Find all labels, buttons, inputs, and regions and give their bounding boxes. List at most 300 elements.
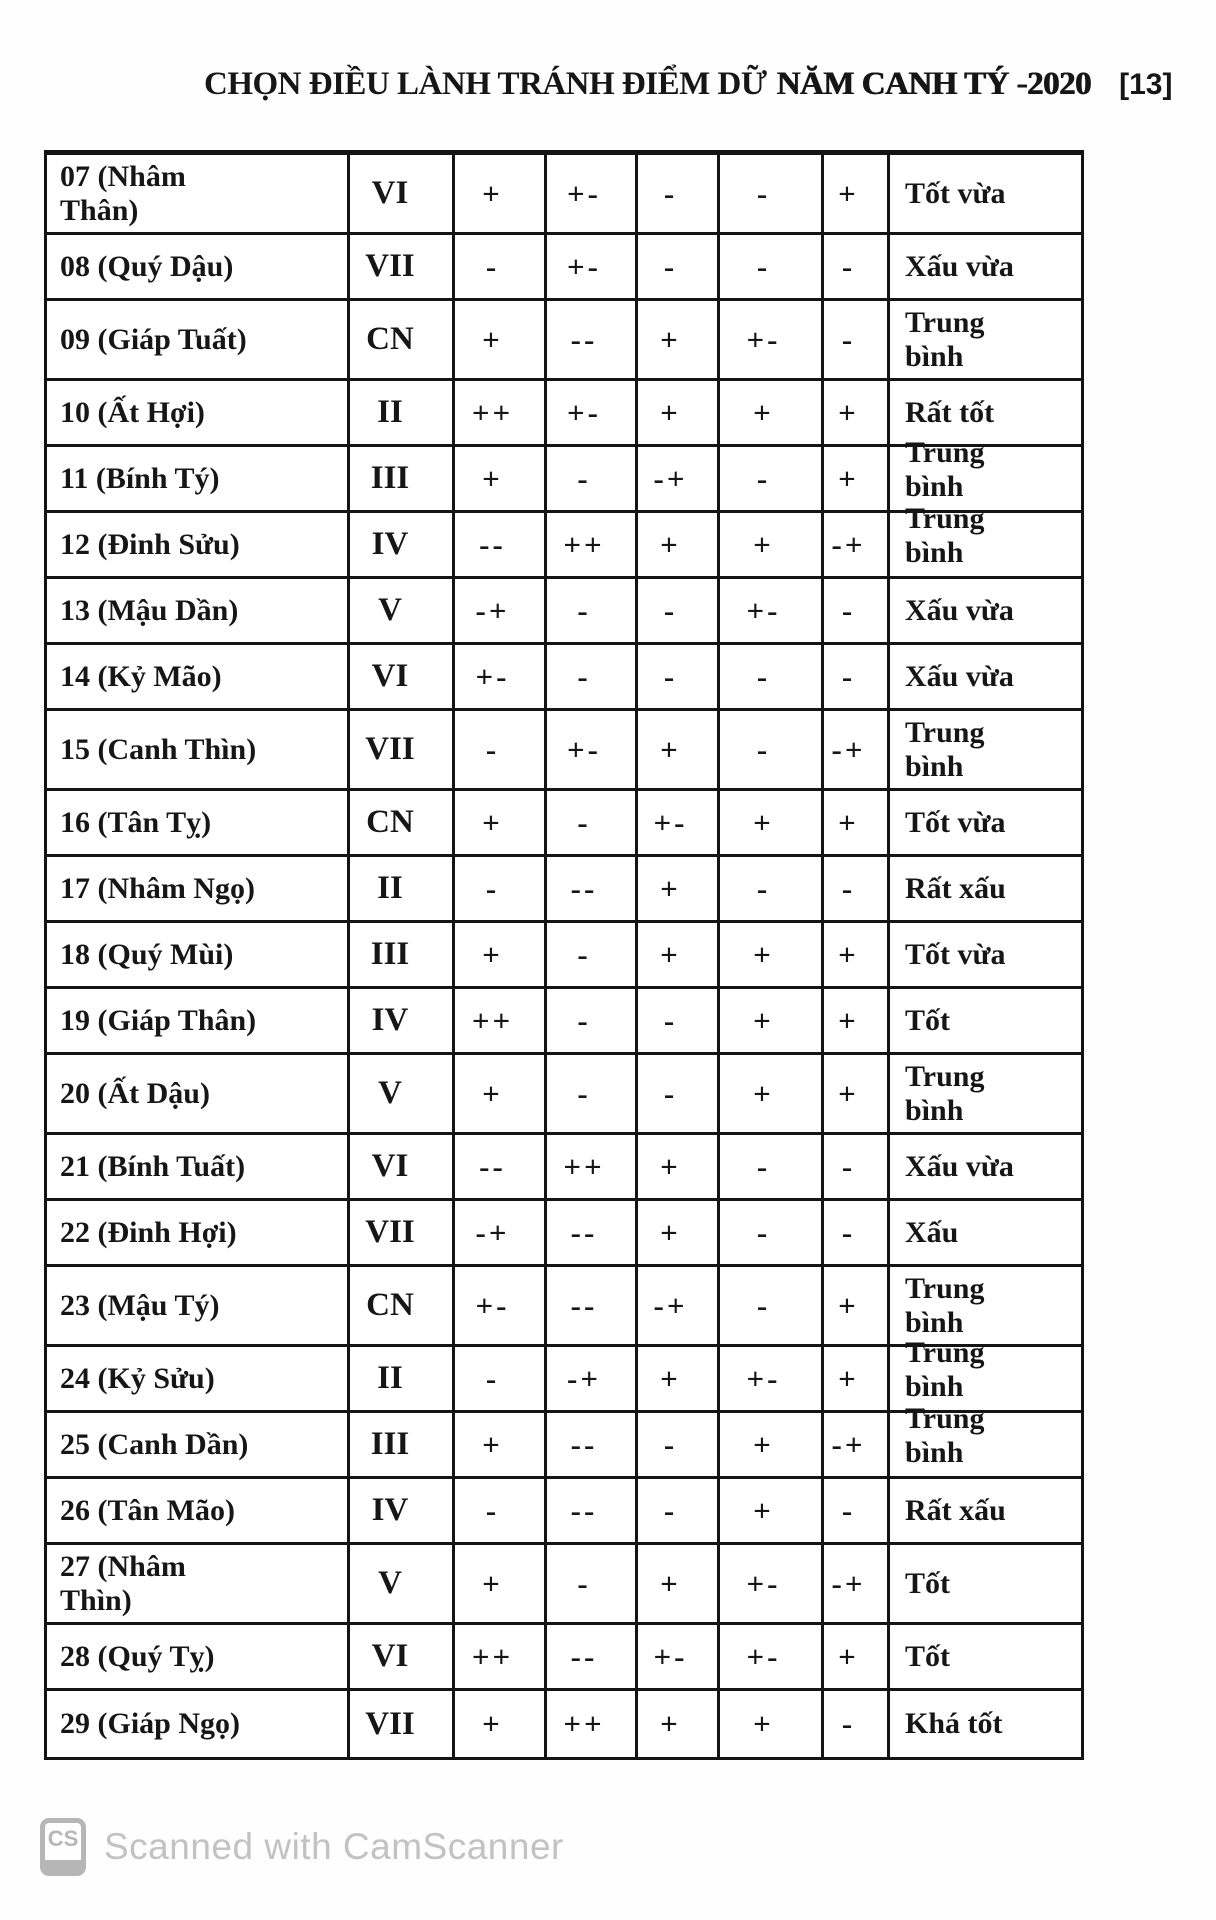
rating-label: Tốt bbox=[905, 1566, 950, 1600]
rating-cell bbox=[890, 1625, 1081, 1688]
sign-cell-1 bbox=[455, 447, 547, 510]
day-cell bbox=[47, 1055, 350, 1132]
sign-cell-1 bbox=[455, 1545, 547, 1622]
rating-cell bbox=[890, 645, 1081, 708]
rating-cell bbox=[890, 502, 1081, 576]
table-row bbox=[47, 301, 1081, 381]
sign-value: - bbox=[756, 731, 771, 767]
sign-value: - bbox=[485, 248, 500, 284]
sign-value: - bbox=[663, 1075, 678, 1111]
sign-cell-3 bbox=[638, 579, 720, 642]
sign-cell-5 bbox=[824, 1135, 890, 1198]
sign-value: - bbox=[841, 1492, 856, 1528]
day-label: 09 (Giáp Tuất) bbox=[60, 322, 247, 356]
sign-value: ++ bbox=[471, 394, 514, 430]
sign-value: - bbox=[663, 658, 678, 694]
sign-value: -- bbox=[570, 1287, 598, 1323]
sign-value: + bbox=[660, 1148, 681, 1184]
rating-cell bbox=[890, 436, 1081, 510]
sign-cell-1 bbox=[455, 1201, 547, 1264]
rating-cell bbox=[890, 155, 1081, 232]
sign-value: + bbox=[838, 1075, 859, 1111]
weekday-cell bbox=[350, 1135, 455, 1198]
weekday-label: VI bbox=[371, 1638, 409, 1674]
sign-value: -+ bbox=[475, 592, 510, 628]
sign-cell-1 bbox=[455, 989, 547, 1052]
weekday-label: VII bbox=[365, 1214, 415, 1250]
day-label-line2: Thân) bbox=[60, 193, 139, 227]
weekday-label: III bbox=[370, 936, 410, 972]
sign-cell-4 bbox=[720, 989, 824, 1052]
fortune-table bbox=[44, 150, 1084, 1760]
sign-value: - bbox=[663, 248, 678, 284]
table-row bbox=[47, 1135, 1081, 1201]
rating-label: Khá tốt bbox=[905, 1707, 1003, 1740]
sign-cell-4 bbox=[720, 645, 824, 708]
sign-value: - bbox=[841, 658, 856, 694]
sign-cell-1 bbox=[455, 791, 547, 854]
sign-cell-2 bbox=[547, 1201, 638, 1264]
sign-cell-3 bbox=[638, 1479, 720, 1542]
sign-cell-3 bbox=[638, 857, 720, 920]
sign-cell-2 bbox=[547, 923, 638, 986]
weekday-cell bbox=[350, 447, 455, 510]
table-row bbox=[47, 711, 1081, 791]
weekday-cell bbox=[350, 1479, 455, 1542]
sign-value: - bbox=[577, 1075, 591, 1111]
weekday-cell bbox=[350, 1625, 455, 1688]
sign-value: - bbox=[663, 1426, 678, 1462]
sign-value: -+ bbox=[831, 1426, 866, 1462]
sign-cell-3 bbox=[638, 1347, 720, 1410]
sign-cell-4 bbox=[720, 1201, 824, 1264]
sign-cell-3 bbox=[638, 235, 720, 298]
rating-label: Rất xấu bbox=[905, 1493, 1006, 1527]
rating-cell bbox=[890, 1402, 1081, 1476]
rating-label: Trung bình bbox=[905, 715, 985, 783]
day-label: 13 (Mậu Dần) bbox=[60, 593, 239, 627]
camscanner-caption: Scanned with CamScanner bbox=[104, 1826, 564, 1867]
day-label: 23 (Mậu Tý) bbox=[60, 1288, 220, 1322]
sign-value: -+ bbox=[653, 460, 688, 496]
weekday-label: CN bbox=[366, 804, 414, 840]
day-label: 12 (Đinh Sửu) bbox=[60, 527, 240, 561]
sign-cell-2 bbox=[547, 381, 638, 444]
weekday-label: CN bbox=[366, 1287, 414, 1323]
sign-value: + bbox=[753, 804, 774, 840]
weekday-label: IV bbox=[371, 1492, 409, 1528]
sign-value: +- bbox=[567, 248, 601, 284]
sign-cell-3 bbox=[638, 1135, 720, 1198]
weekday-cell bbox=[350, 711, 455, 788]
weekday-cell bbox=[350, 1691, 455, 1757]
sign-cell-4 bbox=[720, 1479, 824, 1542]
weekday-label: V bbox=[378, 1565, 402, 1601]
sign-cell-3 bbox=[638, 645, 720, 708]
rating-label: Xấu vừa bbox=[905, 659, 1014, 693]
rating-label: Trung bình bbox=[905, 1336, 985, 1403]
sign-cell-4 bbox=[720, 1413, 824, 1476]
sign-cell-3 bbox=[638, 1201, 720, 1264]
sign-value: + bbox=[482, 1706, 503, 1741]
day-cell bbox=[47, 1625, 350, 1688]
sign-value: + bbox=[753, 1002, 774, 1038]
sign-value: + bbox=[482, 804, 503, 840]
rating-label: Xấu vừa bbox=[905, 593, 1014, 627]
sign-cell-4 bbox=[720, 155, 824, 232]
sign-value: - bbox=[577, 1002, 591, 1038]
sign-value: - bbox=[841, 248, 856, 284]
sign-cell-2 bbox=[547, 155, 638, 232]
sign-value: -+ bbox=[831, 731, 866, 767]
sign-value: + bbox=[838, 936, 859, 972]
sign-cell-4 bbox=[720, 1625, 824, 1688]
weekday-label: VI bbox=[371, 1148, 409, 1184]
page-title: CHỌN ĐIỀU LÀNH TRÁNH ĐIỂM DỮ bbox=[204, 66, 767, 102]
sign-value: + bbox=[482, 1565, 503, 1601]
sign-cell-3 bbox=[638, 1267, 720, 1344]
sign-value: +- bbox=[746, 1565, 781, 1601]
sign-value: + bbox=[838, 804, 859, 840]
day-label: 16 (Tân Tỵ) bbox=[60, 805, 212, 839]
sign-value: + bbox=[482, 175, 503, 211]
table-row bbox=[47, 1545, 1081, 1625]
rating-label: Tốt bbox=[905, 1639, 950, 1673]
sign-value: - bbox=[841, 1214, 856, 1250]
sign-cell-5 bbox=[824, 857, 890, 920]
sign-cell-4 bbox=[720, 1135, 824, 1198]
weekday-cell bbox=[350, 1201, 455, 1264]
rating-cell bbox=[890, 1545, 1081, 1622]
sign-value: + bbox=[660, 1360, 681, 1396]
sign-cell-4 bbox=[720, 923, 824, 986]
sign-cell-1 bbox=[455, 645, 547, 708]
sign-cell-2 bbox=[547, 1625, 638, 1688]
sign-value: - bbox=[663, 1492, 678, 1528]
sign-value: + bbox=[482, 1426, 503, 1462]
day-label: 18 (Quý Mùi) bbox=[60, 937, 234, 971]
day-cell bbox=[47, 301, 350, 378]
sign-cell-4 bbox=[720, 711, 824, 788]
sign-value: + bbox=[838, 175, 859, 211]
sign-value: + bbox=[838, 394, 859, 430]
sign-value: - bbox=[841, 592, 856, 628]
sign-value: -+ bbox=[475, 1214, 510, 1250]
weekday-cell bbox=[350, 1267, 455, 1344]
rating-cell bbox=[890, 381, 1081, 444]
sign-cell-1 bbox=[455, 1691, 547, 1757]
sign-value: -+ bbox=[653, 1287, 688, 1323]
day-label: 24 (Kỷ Sửu) bbox=[60, 1361, 215, 1395]
rating-label: Trung bình bbox=[905, 1402, 985, 1469]
sign-cell-5 bbox=[824, 1055, 890, 1132]
sign-value: + bbox=[838, 460, 859, 496]
day-cell bbox=[47, 235, 350, 298]
weekday-cell bbox=[350, 301, 455, 378]
sign-value: -+ bbox=[831, 526, 866, 562]
sign-cell-2 bbox=[547, 1545, 638, 1622]
weekday-label: II bbox=[377, 394, 403, 430]
rating-cell bbox=[890, 1135, 1081, 1198]
sign-cell-4 bbox=[720, 579, 824, 642]
sign-value: +- bbox=[567, 394, 601, 430]
sign-cell-1 bbox=[455, 1479, 547, 1542]
weekday-label: II bbox=[377, 1360, 403, 1396]
sign-value: + bbox=[482, 936, 503, 972]
weekday-label: VII bbox=[365, 248, 415, 284]
rating-cell bbox=[890, 235, 1081, 298]
table-row bbox=[47, 1479, 1081, 1545]
sign-value: + bbox=[838, 1360, 859, 1396]
weekday-label: III bbox=[370, 460, 410, 496]
weekday-label: V bbox=[378, 592, 402, 628]
sign-cell-3 bbox=[638, 155, 720, 232]
weekday-label: VII bbox=[365, 1705, 415, 1742]
day-label: 27 (Nhâm bbox=[60, 1549, 186, 1583]
sign-cell-3 bbox=[638, 989, 720, 1052]
sign-value: -- bbox=[479, 1148, 506, 1184]
sign-value: + bbox=[660, 321, 681, 357]
rating-cell bbox=[890, 791, 1081, 854]
sign-cell-1 bbox=[455, 579, 547, 642]
sign-cell-3 bbox=[638, 1413, 720, 1476]
rating-label: Tốt vừa bbox=[905, 176, 1006, 210]
sign-value: + bbox=[753, 1706, 774, 1741]
sign-value: - bbox=[577, 592, 591, 628]
sign-value: +- bbox=[475, 658, 510, 694]
day-label: 20 (Ất Dậu) bbox=[60, 1076, 210, 1110]
weekday-label: VI bbox=[371, 658, 409, 694]
day-cell bbox=[47, 923, 350, 986]
rating-cell bbox=[890, 711, 1081, 788]
rating-cell bbox=[890, 1479, 1081, 1542]
sign-value: - bbox=[577, 936, 591, 972]
sign-value: - bbox=[841, 1706, 856, 1741]
day-label: 11 (Bính Tý) bbox=[60, 461, 220, 495]
camscanner-logo-text: CS bbox=[47, 1826, 79, 1851]
sign-value: -- bbox=[570, 1426, 598, 1462]
day-label: 28 (Quý Tỵ) bbox=[60, 1639, 215, 1673]
sign-value: - bbox=[841, 321, 856, 357]
day-cell bbox=[47, 857, 350, 920]
day-cell bbox=[47, 381, 350, 444]
weekday-label: CN bbox=[366, 321, 414, 357]
day-label: 15 (Canh Thìn) bbox=[60, 732, 257, 766]
table-row bbox=[47, 857, 1081, 923]
rating-label: Xấu vừa bbox=[905, 1149, 1014, 1183]
sign-cell-5 bbox=[824, 301, 890, 378]
page-number: [13] bbox=[1119, 68, 1173, 101]
sign-value: + bbox=[838, 1002, 859, 1038]
day-label: 26 (Tân Mão) bbox=[60, 1493, 235, 1527]
table-row bbox=[47, 155, 1081, 235]
sign-cell-3 bbox=[638, 791, 720, 854]
day-cell bbox=[47, 1347, 350, 1410]
sign-cell-1 bbox=[455, 1267, 547, 1344]
sign-value: + bbox=[753, 1075, 774, 1111]
sign-value: - bbox=[756, 460, 771, 496]
rating-cell bbox=[890, 1201, 1081, 1264]
weekday-cell bbox=[350, 923, 455, 986]
day-label: 19 (Giáp Thân) bbox=[60, 1003, 257, 1037]
sign-value: + bbox=[838, 1638, 859, 1674]
sign-cell-3 bbox=[638, 513, 720, 576]
sign-cell-5 bbox=[824, 989, 890, 1052]
sign-value: + bbox=[482, 321, 503, 357]
table-row bbox=[47, 235, 1081, 301]
table-row bbox=[47, 791, 1081, 857]
sign-value: - bbox=[577, 460, 591, 496]
sign-cell-4 bbox=[720, 1267, 824, 1344]
sign-cell-2 bbox=[547, 1347, 638, 1410]
sign-value: - bbox=[841, 1148, 856, 1184]
day-cell bbox=[47, 1135, 350, 1198]
sign-cell-3 bbox=[638, 1625, 720, 1688]
sign-cell-5 bbox=[824, 645, 890, 708]
day-label: 10 (Ất Hợi) bbox=[60, 395, 205, 429]
sign-value: - bbox=[485, 870, 500, 906]
sign-cell-1 bbox=[455, 1135, 547, 1198]
sign-value: -- bbox=[570, 321, 598, 357]
day-cell bbox=[47, 989, 350, 1052]
day-cell bbox=[47, 1545, 350, 1622]
table-row bbox=[47, 1267, 1081, 1347]
sign-cell-5 bbox=[824, 1479, 890, 1542]
sign-cell-1 bbox=[455, 513, 547, 576]
sign-value: - bbox=[756, 248, 771, 284]
weekday-label: IV bbox=[371, 1002, 409, 1038]
sign-value: - bbox=[485, 1492, 500, 1528]
day-cell bbox=[47, 1479, 350, 1542]
sign-value: + bbox=[660, 870, 681, 906]
weekday-cell bbox=[350, 645, 455, 708]
sign-value: - bbox=[577, 658, 591, 694]
day-cell bbox=[47, 513, 350, 576]
sign-cell-1 bbox=[455, 1625, 547, 1688]
day-label: 07 (Nhâm bbox=[60, 159, 186, 193]
sign-cell-5 bbox=[824, 1347, 890, 1410]
sign-cell-2 bbox=[547, 301, 638, 378]
sign-cell-3 bbox=[638, 1545, 720, 1622]
rating-cell bbox=[890, 923, 1081, 986]
day-label: 14 (Kỷ Mão) bbox=[60, 659, 222, 693]
day-cell bbox=[47, 791, 350, 854]
sign-value: -+ bbox=[831, 1565, 866, 1601]
sign-value: +- bbox=[746, 1360, 781, 1396]
table-row bbox=[47, 989, 1081, 1055]
rating-label: Trung bình bbox=[905, 305, 985, 373]
sign-cell-3 bbox=[638, 447, 720, 510]
sign-value: - bbox=[756, 175, 771, 211]
sign-value: +- bbox=[567, 731, 601, 767]
weekday-cell bbox=[350, 1413, 455, 1476]
day-cell bbox=[47, 711, 350, 788]
sign-cell-4 bbox=[720, 381, 824, 444]
sign-cell-2 bbox=[547, 235, 638, 298]
sign-cell-1 bbox=[455, 923, 547, 986]
sign-cell-1 bbox=[455, 155, 547, 232]
sign-cell-2 bbox=[547, 1479, 638, 1542]
rating-cell bbox=[890, 857, 1081, 920]
sign-cell-5 bbox=[824, 791, 890, 854]
weekday-cell bbox=[350, 1055, 455, 1132]
sign-value: - bbox=[756, 1148, 771, 1184]
sign-value: -- bbox=[570, 1214, 598, 1250]
sign-cell-5 bbox=[824, 923, 890, 986]
sign-value: - bbox=[841, 870, 856, 906]
day-cell bbox=[47, 1413, 350, 1476]
rating-label: Xấu vừa bbox=[905, 249, 1014, 283]
rating-cell bbox=[890, 1055, 1081, 1132]
sign-cell-5 bbox=[824, 513, 890, 576]
rating-cell bbox=[890, 301, 1081, 378]
sign-value: + bbox=[753, 1426, 774, 1462]
sign-cell-1 bbox=[455, 301, 547, 378]
sign-cell-4 bbox=[720, 1055, 824, 1132]
rating-cell bbox=[890, 1267, 1081, 1344]
sign-cell-4 bbox=[720, 791, 824, 854]
sign-cell-2 bbox=[547, 1135, 638, 1198]
sign-cell-3 bbox=[638, 923, 720, 986]
weekday-cell bbox=[350, 791, 455, 854]
rating-label: Tốt vừa bbox=[905, 937, 1006, 971]
sign-cell-4 bbox=[720, 447, 824, 510]
sign-value: - bbox=[577, 1565, 591, 1601]
sign-value: -- bbox=[479, 526, 506, 562]
sign-value: -- bbox=[570, 870, 598, 906]
weekday-label: III bbox=[370, 1426, 410, 1462]
sign-cell-2 bbox=[547, 1267, 638, 1344]
weekday-cell bbox=[350, 1545, 455, 1622]
day-cell bbox=[47, 1267, 350, 1344]
rating-label: Trung bình bbox=[905, 1271, 985, 1339]
sign-value: +- bbox=[746, 1638, 781, 1674]
sign-value: ++ bbox=[563, 526, 605, 562]
day-cell bbox=[47, 155, 350, 232]
weekday-cell bbox=[350, 1347, 455, 1410]
sign-cell-5 bbox=[824, 1691, 890, 1757]
sign-cell-4 bbox=[720, 1347, 824, 1410]
sign-value: - bbox=[663, 175, 678, 211]
sign-value: +- bbox=[746, 321, 781, 357]
weekday-cell bbox=[350, 513, 455, 576]
table-row bbox=[47, 502, 1081, 579]
sign-value: + bbox=[482, 1075, 503, 1111]
table-row bbox=[47, 1691, 1081, 1757]
day-label: 22 (Đinh Hợi) bbox=[60, 1215, 237, 1249]
sign-cell-3 bbox=[638, 1691, 720, 1757]
day-cell bbox=[47, 447, 350, 510]
sign-value: + bbox=[660, 1706, 681, 1741]
sign-cell-3 bbox=[638, 1055, 720, 1132]
sign-cell-5 bbox=[824, 447, 890, 510]
rating-label: Tốt vừa bbox=[905, 805, 1006, 839]
day-label: 17 (Nhâm Ngọ) bbox=[60, 871, 255, 905]
sign-value: -- bbox=[570, 1638, 598, 1674]
sign-value: + bbox=[660, 731, 681, 767]
sign-value: - bbox=[756, 1287, 771, 1323]
weekday-label: VII bbox=[365, 731, 415, 767]
sign-value: + bbox=[753, 936, 774, 972]
sign-cell-5 bbox=[824, 155, 890, 232]
sign-cell-5 bbox=[824, 1545, 890, 1622]
sign-cell-2 bbox=[547, 791, 638, 854]
sign-value: - bbox=[756, 870, 771, 906]
sign-cell-4 bbox=[720, 513, 824, 576]
rating-label: Trung bình bbox=[905, 502, 985, 569]
weekday-label: VI bbox=[371, 175, 409, 211]
sign-cell-2 bbox=[547, 579, 638, 642]
